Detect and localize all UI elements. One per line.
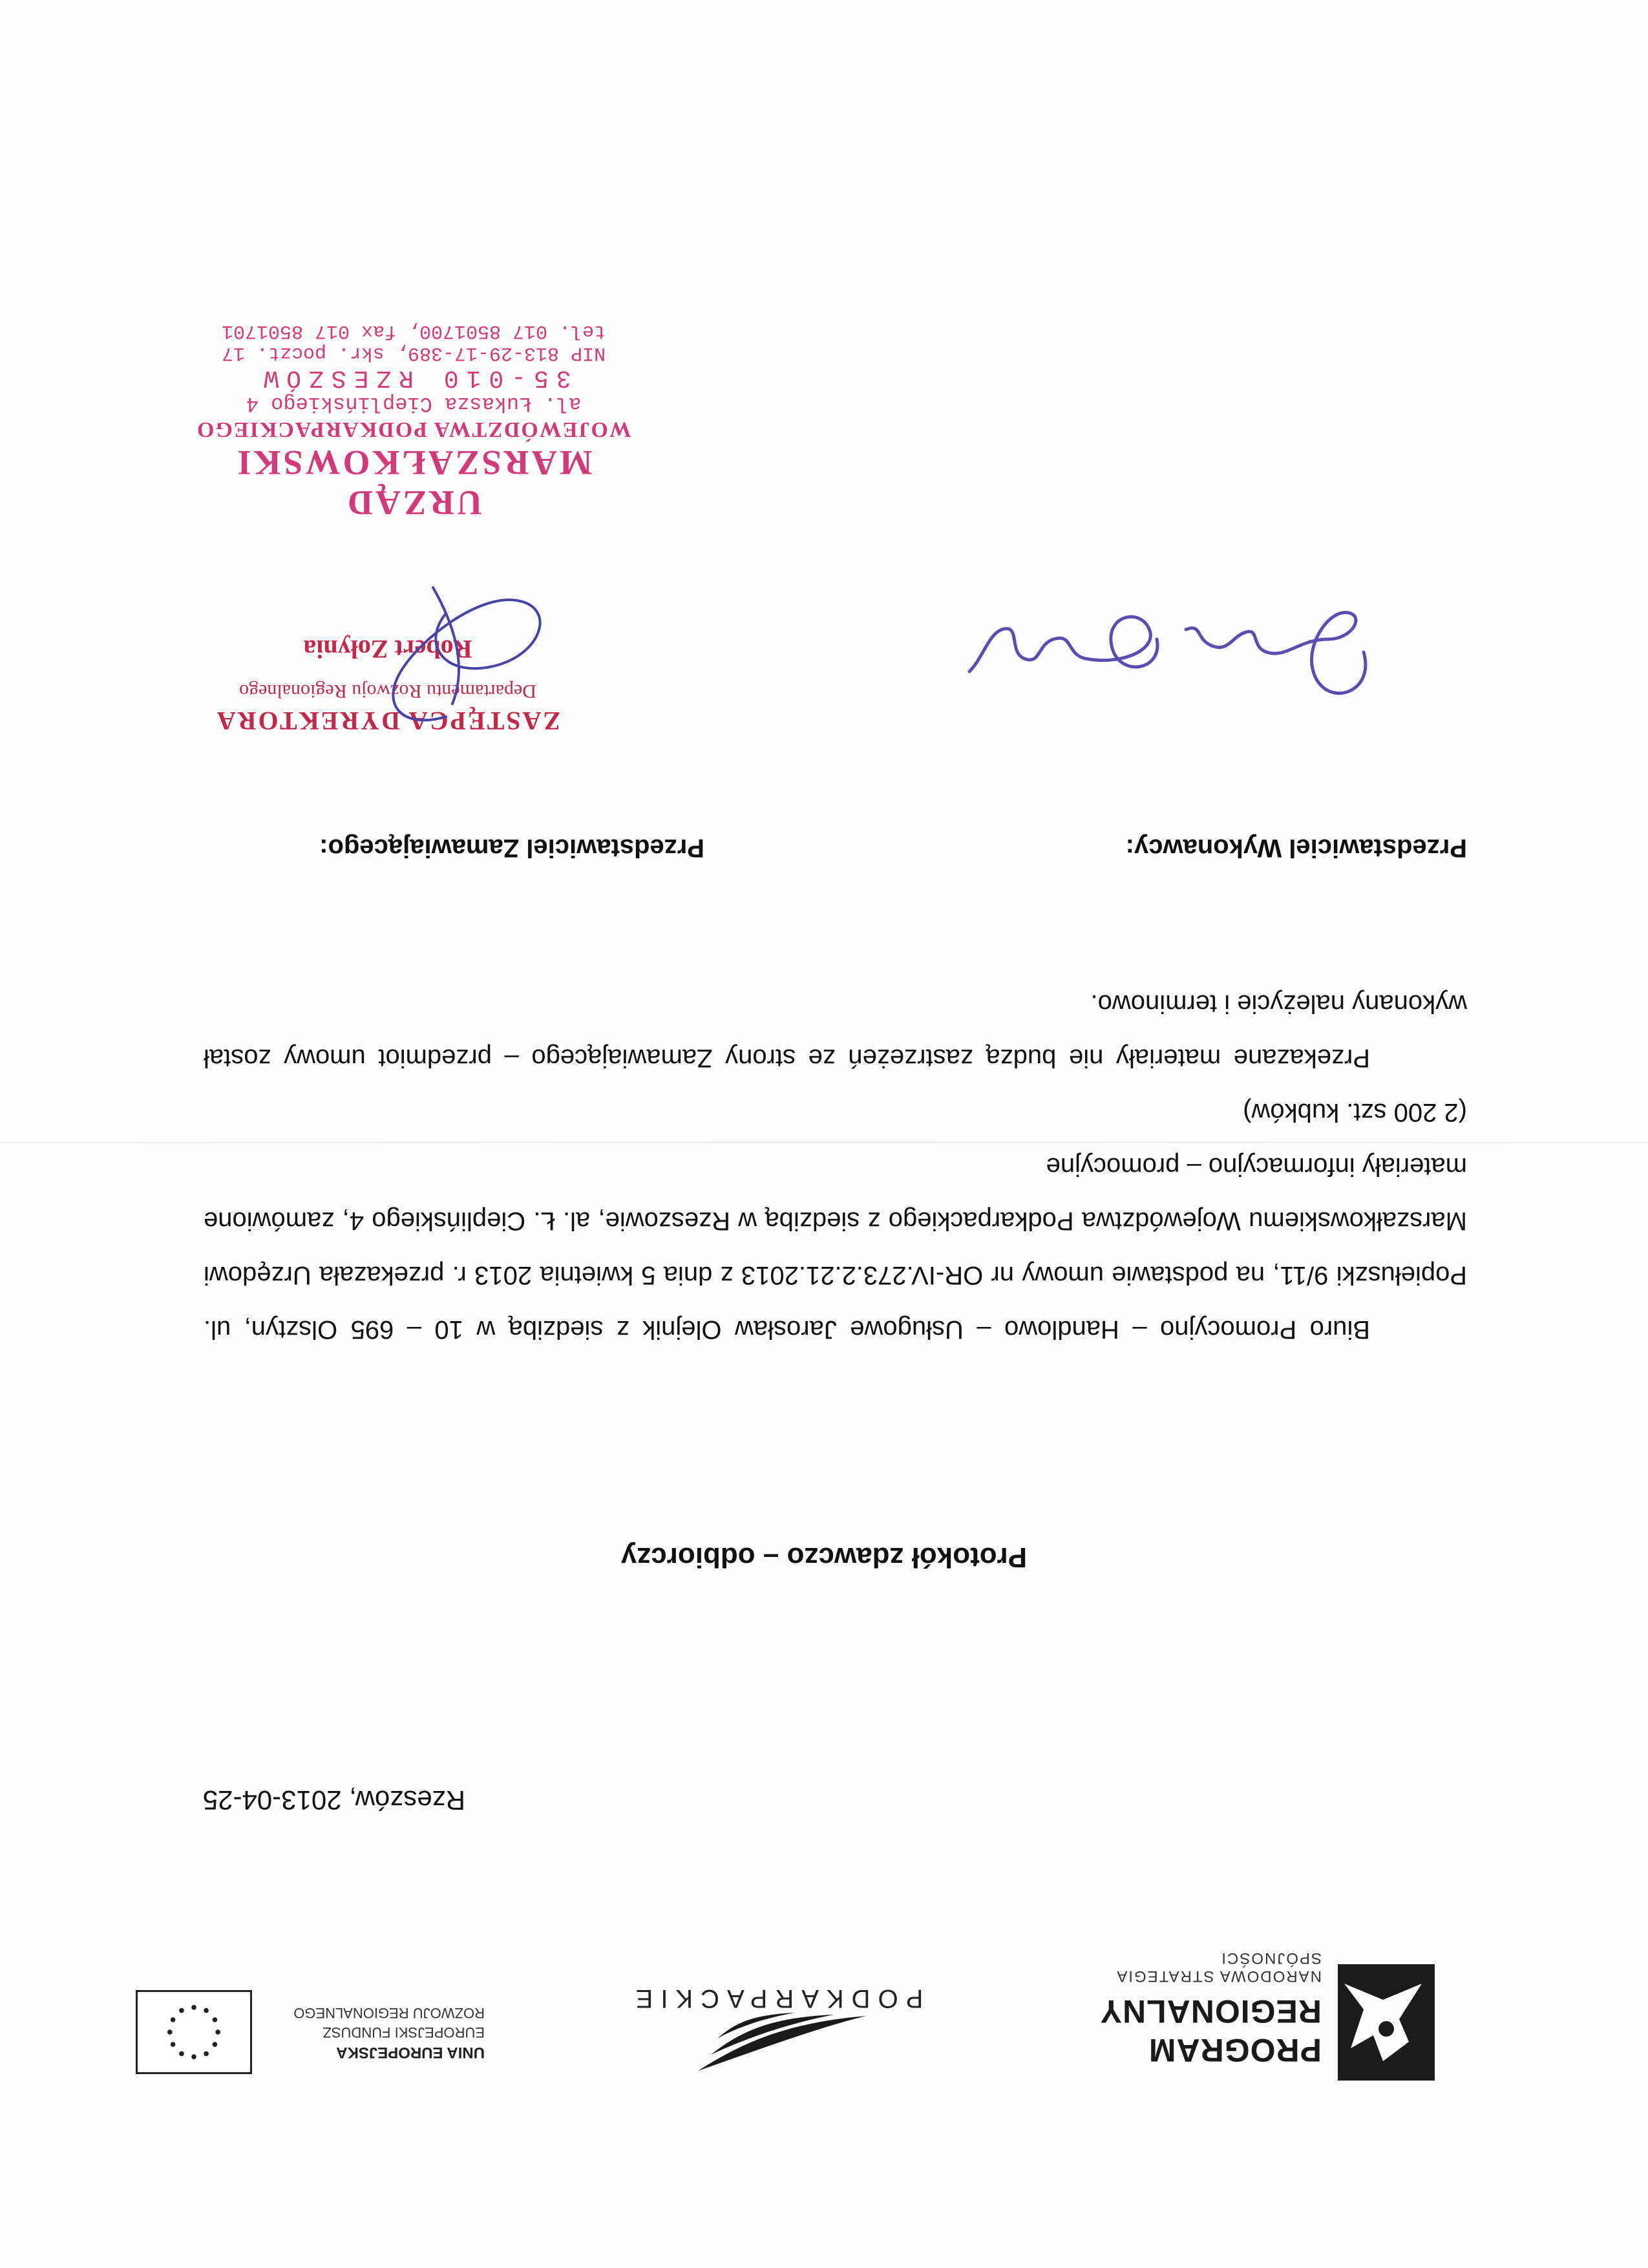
document-title: Protokół zdawczo – odbiorczy <box>620 1542 1028 1573</box>
stamp-pink-line6: tel. 017 8501700, fax 017 8501701 <box>221 320 606 342</box>
stamp-pink-line2: WOJEWÓDZTWA PODKARPACKIEGO <box>196 418 631 441</box>
contractor-representative-label: Przedstawiciel Wykonawcy: <box>1125 834 1467 862</box>
stamp-red-line1: ZASTĘPCA DYREKTORA <box>215 706 561 736</box>
eu-logo-line2: EUROPEJSKI FUNDUSZ <box>322 2024 485 2040</box>
body-paragraph-2: Przekazane materiały nie budzą zastrzeżeń ze strony Zamawiającego – przedmiot umowy został wykonany należycie i terminowo. <box>204 990 1467 1072</box>
place-date: Rzeszów, 2013-04-25 <box>202 1785 465 1816</box>
program-logo-line1: PROGRAM <box>1148 2032 1322 2068</box>
stamp-pink-line4: 35-010 RZESZÓW <box>256 364 571 392</box>
podkarpackie-logo <box>614 1964 937 2074</box>
stamp-red-line2: Departamentu Rozwoju Regionalnego <box>239 681 536 702</box>
contractor-signature-icon <box>950 568 1389 736</box>
program-regionalny-logo <box>1015 1945 1435 2087</box>
program-logo-line2: REGIONALNY <box>1099 1993 1322 2030</box>
eu-flag-icon <box>136 1990 252 2074</box>
body-paragraph-1: Biuro Promocyjno – Handlowo – Usługowe Jarosław Olejnik z siedzibą w 10 – 695 Olsztyn, ul. Popiełuszki 9/11, na podstawie umowy nr OR-IV.273.2.21.2013 z dnia 5 kwietnia 2013 r. przekazała Urzędowi Marszałkowskiemu Województwa Podkarpackiego z siedzibą w Rzeszowie, al. Ł. Cieplińskiego 4, zamówione materiały informacyjno – promocyjne <box>204 1152 1467 1344</box>
client-representative-label: Przedstawiciel Zamawiającego: <box>319 834 704 862</box>
podkarpackie-swoosh-icon <box>692 2009 872 2074</box>
marshal-office-stamp <box>162 320 666 523</box>
stamp-pink-line1: URZĄD MARSZAŁKOWSKI <box>235 443 593 522</box>
program-logo-line3: NARODOWA STRATEGIA SPÓJNOŚCI <box>1116 1949 1322 1985</box>
stamp-red-line3: Robert Zołynia <box>303 635 472 664</box>
body-paragraph-1-continued: (2 200 szt. kubków) <box>1243 1098 1467 1127</box>
program-logo-mark-icon <box>1338 1964 1435 2081</box>
client-signature-icon <box>278 575 614 743</box>
stamp-pink-line3: al. Łukasza Cieplińskiego 4 <box>246 392 582 416</box>
stamp-pink-line5: NIP 813-29-17-389, skr. poczt. 17 <box>221 342 606 364</box>
eu-logo <box>136 1977 485 2074</box>
eu-logo-line1: UNIA EUROPEJSKA <box>336 2044 485 2061</box>
podkarpackie-logo-text: PODKARPACKIE <box>628 1984 924 2013</box>
eu-stars-icon <box>138 1992 250 2072</box>
document-body <box>204 977 1467 1357</box>
eu-logo-line3: ROZWOJU REGIONALNEGO <box>293 2005 485 2021</box>
